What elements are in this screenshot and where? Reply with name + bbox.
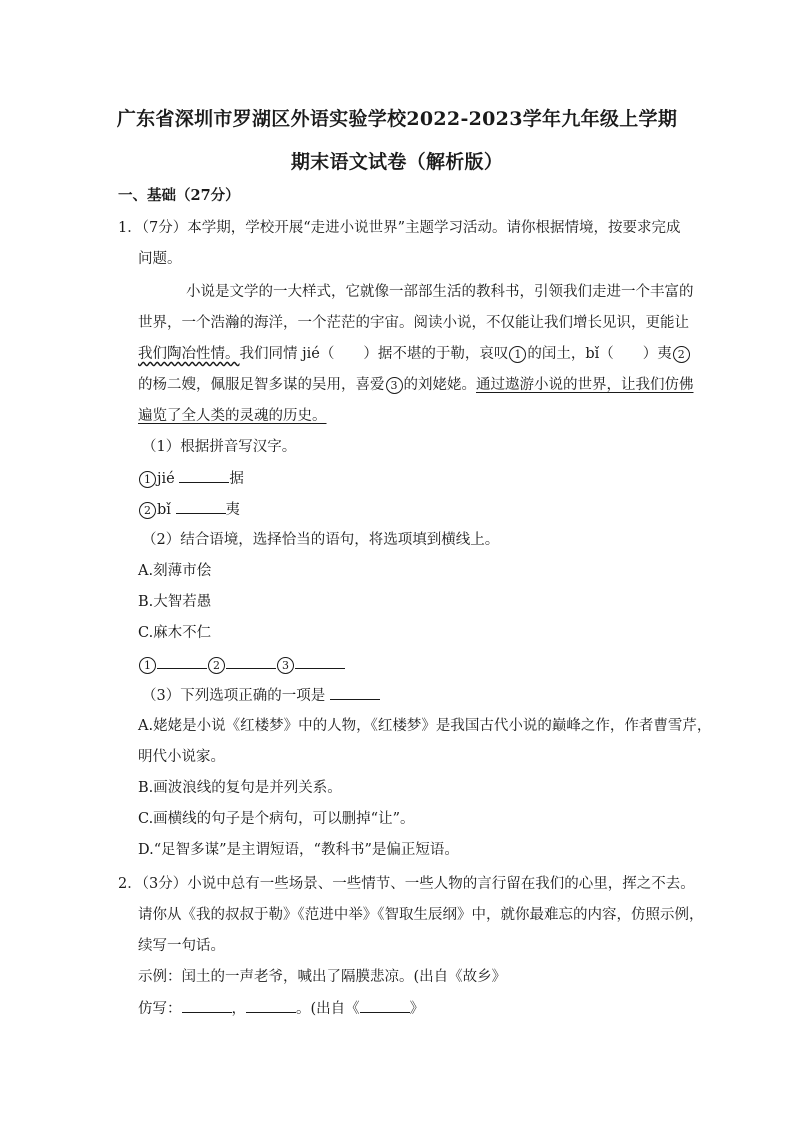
sub-question-1: （1）根据拼音写汉字。 [142,439,297,455]
sub-question-2: （2）结合语境，选择恰当的语句，将选项填到横线上。 [142,532,500,548]
circled-number: 3 [386,377,403,394]
circled-number: 2 [139,502,156,519]
underlined-sentence: 遍览了全人类的灵魂的历史。 [138,408,327,424]
circled-number: 1 [509,346,526,363]
q1-line1: 1．（7分）本学期，学校开展“走进小说世界”主题学习活动。请你根据情境，按要求完成 [118,220,681,236]
passage-line1: 小说是文学的一大样式，它就像一部部生活的教科书，引领我们走进一个丰富的 [186,284,694,300]
wavy-underlined-text: 我们陶冶性情。 [138,346,240,362]
answer-blank[interactable] [179,468,229,483]
passage-line5 [138,406,327,426]
pinyin-item-2: 2 bǐ 夷 [138,499,240,520]
circled-number: 2 [208,657,225,674]
option-b: B.大智若愚 [138,594,212,610]
section-heading: 一、基础（27分） [118,187,240,204]
q1-line2: 问题。 [138,251,182,267]
sub-question-3: （3）下列选项正确的一项是 [142,685,380,706]
passage-line4: 的杨二嫂，佩服足智多谋的吴用，喜爱 3 的刘姥姥。通过遨游小说的世界，让我们仿佛 [138,377,694,393]
circled-number: 3 [277,657,294,674]
q2-line1: 2．（3分）小说中总有一些场景、一些情节、一些人物的言行留在我们的心里，挥之不去。 [118,876,695,892]
option-a: A.刻薄市侩 [138,563,212,579]
circled-number: 1 [139,657,156,674]
circled-number: 1 [139,471,156,488]
choice-a-line1: A.姥姥是小说《红楼梦》中的人物，《红楼梦》是我国古代小说的巅峰之作，作者曹雪芹， [138,718,712,734]
answer-blank[interactable] [182,998,232,1013]
answer-blank[interactable] [157,654,207,669]
circled-number: 2 [673,346,690,363]
doc-title-line1: 广东省深圳市罗湖区外语实验学校2022-2023学年九年级上学期 [116,108,678,130]
underlined-sentence: 通过遨游小说的世界，让我们仿佛 [476,377,694,393]
answer-blank[interactable] [330,685,380,700]
choice-a-line2: 明代小说家。 [138,749,225,765]
fill-blanks-row [138,654,345,675]
answer-blank[interactable] [360,998,410,1013]
q2-imitation: 仿写： ， 。(出自《 》 [138,998,424,1019]
passage-line2: 世界，一个浩瀚的海洋，一个茫茫的宇宙。阅读小说，不仅能让我们增长见识，更能让 [138,315,689,331]
answer-blank[interactable] [176,499,226,514]
choice-d: D.“足智多谋”是主谓短语，“教科书”是偏正短语。 [138,842,459,858]
answer-blank[interactable] [226,654,276,669]
option-c: C.麻木不仁 [138,625,212,641]
q2-line2: 请你从《我的叔叔于勒》《范进中举》《智取生辰纲》中，就你最难忘的内容，仿照示例， [138,907,704,923]
q2-line3: 续写一句话。 [138,938,225,954]
q2-example: 示例：闰土的一声老爷，喊出了隔膜悲凉。(出自《故乡》 [138,969,507,985]
pinyin-item-1: 1 jié 据 [138,468,244,489]
passage-line3: 我们陶冶性情。我们同情 jié（ ）据不堪的于勒，哀叹 1 的闰土，bǐ（ ）夷 2 [138,344,691,364]
doc-title-line2: 期末语文试卷（解析版） [290,151,504,173]
answer-blank[interactable] [295,654,345,669]
choice-b: B.画波浪线的复句是并列关系。 [138,780,342,796]
choice-c: C.画横线的句子是个病句，可以删掉“让”。 [138,811,415,827]
answer-blank[interactable] [246,998,296,1013]
